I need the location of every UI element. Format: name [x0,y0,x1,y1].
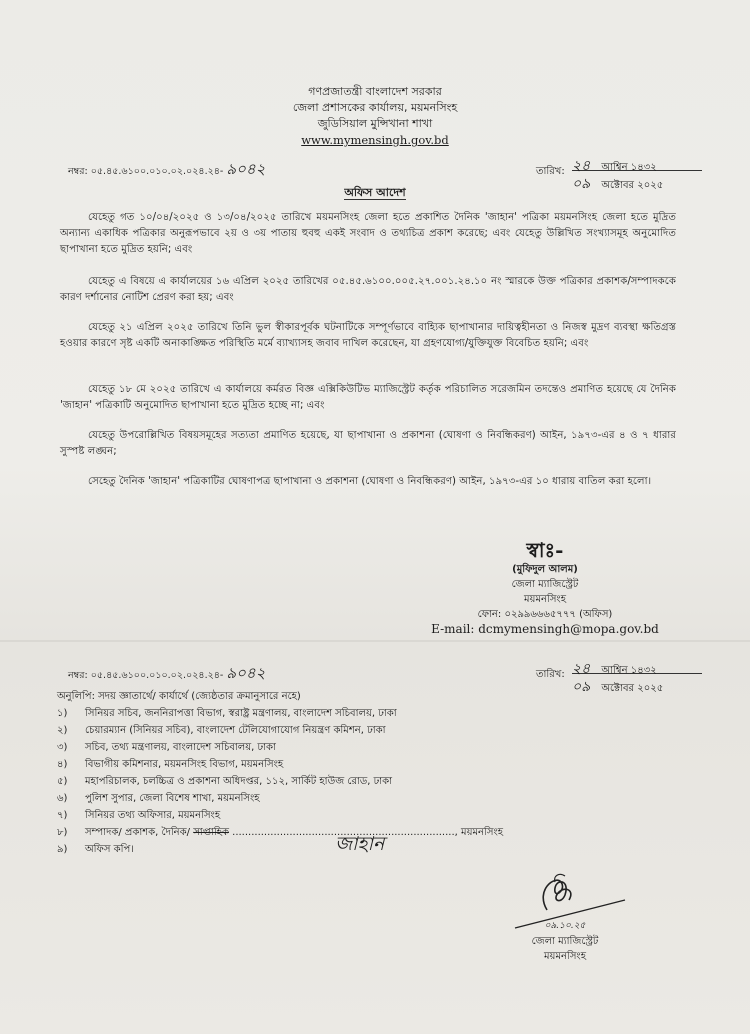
copy-item [57,773,677,790]
item-text: বিভাগীয় কমিশনার, ময়মনসিংহ বিভাগ, ময়মনসিংহ [85,759,284,770]
office-name: জেলা প্রশাসকের কার্যালয়, ময়মনসিংহ [292,101,458,114]
signatory-place: ময়মনসিংহ [524,594,566,605]
item-number: ৪) [57,759,68,770]
fill-in-dots: ...................................................................... [232,827,455,838]
signatory-designation: জেলা ম্যাজিস্ট্রেট [511,579,579,590]
greg-day-handwritten: ০৯ [572,176,591,192]
copy-item [57,756,677,773]
paragraph-4 [60,382,676,414]
item-text: চেয়ারম্যান (সিনিয়র সচিব), বাংলাদেশ টেলিযোগাযোগ নিয়ন্ত্রণ কমিশন, ঢাকা [85,725,386,736]
greg-month-year: অক্টোবর ২০২৫ [601,683,664,694]
paragraph-2 [60,274,676,306]
paragraph-text: যেহেতু উপরোল্লিখিত বিষয়সমূহের সত্যতা প্রমাণিত হয়েছে, যা ছাপাখানা ও প্রকাশনা (ঘোষণা ও নিবন্ধিকরণ) আইন, ১৯৭৩-এর ৪ ও ৭ ধারার সুস্পষ্ট লঙ্ঘন; [60,430,676,457]
signatory-name: (মুফিদুল আলম) [512,564,578,575]
paragraph-text: যেহেতু এ বিষয়ে এ কার্যালয়ের ১৬ এপ্রিল ২০২৫ তারিখের ০৫.৪৫.৬১০০.০০৫.২৭.০০১.২৪.১০ নং স্মারকে উক্ত পত্রিকার প্রকাশক/সম্পাদককে কারণ দর্শানোর নোটিশ প্রেরণ করা হয়; এবং [60,276,676,303]
copy-heading: অনুলিপি: সদয় জ্ঞাতার্থে/ কার্যার্থে (জ্যেষ্ঠতার ক্রমানুসারে নহে) [57,691,301,702]
greg-month-year: অক্টোবর ২০২৫ [601,180,664,191]
item-number: ৩) [57,742,68,753]
item-text: সিনিয়র সচিব, জননিরাপত্তা বিভাগ, স্বরাষ্ট্র মন্ত্রণালয়, বাংলাদেশ সচিবালয়, ঢাকা [85,708,397,719]
bangla-date [572,657,702,677]
letterhead [0,84,750,148]
item-number: ৬) [57,793,68,804]
paragraph-6 [60,474,676,490]
item-text: মহাপরিচালক, চলচ্চিত্র ও প্রকাশনা অধিদপ্তর, ১১২, সার্কিট হাউজ রোড, ঢাকা [85,776,393,787]
paragraph-text: যেহেতু গত ১০/০৪/২০২৫ ও ১৩/০৪/২০২৫ তারিখে ময়মনসিংহ জেলা হতে প্রকাশিত দৈনিক 'জাহান' পত্রিকা ময়মনসিংহ জেলা হতে মুদ্রিত অন্যান্য একাধিক পত্রিকার অনুরূপভাবে ২য় ও ৩য় পাতায় হুবহু একই সংবাদ ও তথ্যচিত্র প্রকাশ করেছে; এবং যেহেতু উল্লিখিত সংখ্যাসমূহ অনুমোদিত ছাপাখানা হতে মুদ্রিত হয়নি; এবং [60,212,676,255]
item-text: সম্পাদক/ প্রকাশক, দৈনিক/ [85,827,191,838]
bangla-month-year: আশ্বিন ১৪৩২ [601,162,657,173]
date-label: তারিখ: [536,166,565,177]
copy-item [57,722,677,739]
copy-item [57,807,677,824]
copy-memo-number [68,662,265,687]
item-number: ১) [57,708,68,719]
memo-handwritten-number: ৯০৪২ [226,160,266,178]
signatory-place: ময়মনসিংহ [544,951,586,962]
signature-mark: স্বাঃ- [526,538,564,562]
date-label: তারিখ: [536,669,565,680]
copy-item [57,790,677,807]
copy-item [57,705,677,722]
struck-text: সাপ্তাহিক [193,827,229,838]
item-text: সিনিয়র তথ্য অফিসার, ময়মনসিংহ [85,810,221,821]
paragraph-text: সেহেতু দৈনিক 'জাহান' পত্রিকাটির ঘোষণাপত্র ছাপাখানা ও প্রকাশনা (ঘোষণা ও নিবন্ধিকরণ) আইন, ১৯৭৩-এর ১০ ধারায় বাতিল করা হলো। [88,476,652,487]
item-text: সচিব, তথ্য মন্ত্রণালয়, বাংলাদেশ সচিবালয়, ঢাকা [85,742,276,753]
memo-label: নম্বর: ০৫.৪৫.৬১০০.০১০.০২.০২৪.২৪- [68,670,224,681]
item-number: ৫) [57,776,68,787]
govt-name: গণপ্রজাতন্ত্রী বাংলাদেশ সরকার [308,85,442,98]
office-email[interactable]: E-mail: dcmymensingh@mopa.gov.bd [431,622,659,636]
paragraph-text: যেহেতু ২১ এপ্রিল ২০২৫ তারিখে তিনি ভুল স্বীকারপূর্বক ঘটনাটিকে সম্পূর্ণভাবে বাহ্যিক ছাপাখানার দায়িত্বহীনতা ও নিজস্ব মুদ্রণ ব্যবস্থা ক্ষতিগ্রস্ত হওয়ার কারণে সৃষ্ট একটি অনাকাঙ্ক্ষিত পরিস্থিতি মর্মে ব্যাখ্যাসহ জবাব দাখিল করেছেন, যা গ্রহণযোগ্য/যুক্তিযুক্ত বিবেচিত হয়নি; এবং [60,322,676,349]
greg-day-handwritten: ০৯ [572,679,591,695]
signature-block [400,538,690,637]
item-number: ৯) [57,844,68,855]
paragraph-text: যেহেতু ১৮ মে ২০২৫ তারিখে এ কার্যালয়ে কর্মরত বিজ্ঞ এক্সিকিউটিভ ম্যাজিস্ট্রেট কর্তৃক পরিচালিত সরেজমিন তদন্তেও প্রমাণিত হয়েছে যে দৈনিক 'জাহান' পত্রিকাটি অনুমোদিত ছাপাখানা হতে মুদ্রিত হচ্ছে না; এবং [60,384,676,411]
branch-name: জুডিসিয়াল মুন্সিখানা শাখা [317,117,433,130]
handwritten-newspaper-name: জাহান [335,833,385,855]
signature-date: ০৯.১০.২৫ [544,921,586,931]
item-number: ২) [57,725,68,736]
item-suffix: , ময়মনসিংহ [454,827,504,838]
memo-number [68,158,265,183]
item-text: পুলিশ সুপার, জেলা বিশেষ শাখা, ময়মনসিংহ [85,793,260,804]
bangla-date [572,154,702,174]
second-signature-block [495,870,635,964]
item-text: অফিস কপি। [85,844,134,855]
website-link[interactable]: www.mymensingh.gov.bd [301,133,449,147]
bangla-day-handwritten: ২৪ [572,661,591,677]
office-phone: ফোন: ০২৯৯৬৬৬৫৭৭৭ (অফিস) [477,609,613,620]
paper-fold [0,640,750,642]
bangla-day-handwritten: ২৪ [572,158,591,174]
item-number: ৮) [57,827,68,838]
memo-handwritten-number: ৯০৪২ [226,664,266,682]
memo-label: নম্বর: ০৫.৪৫.৬১০০.০১০.০২.০২৪.২৪- [68,166,224,177]
order-title-text: অফিস আদেশ [344,186,406,199]
paragraph-1 [60,210,676,258]
signatory-designation: জেলা ম্যাজিস্ট্রেট [531,936,599,947]
copy-item [57,739,677,756]
bangla-month-year: আশ্বিন ১৪৩২ [601,665,657,676]
order-title [0,184,750,203]
paragraph-3 [60,320,676,352]
item-number: ৭) [57,810,68,821]
paragraph-5 [60,428,676,460]
